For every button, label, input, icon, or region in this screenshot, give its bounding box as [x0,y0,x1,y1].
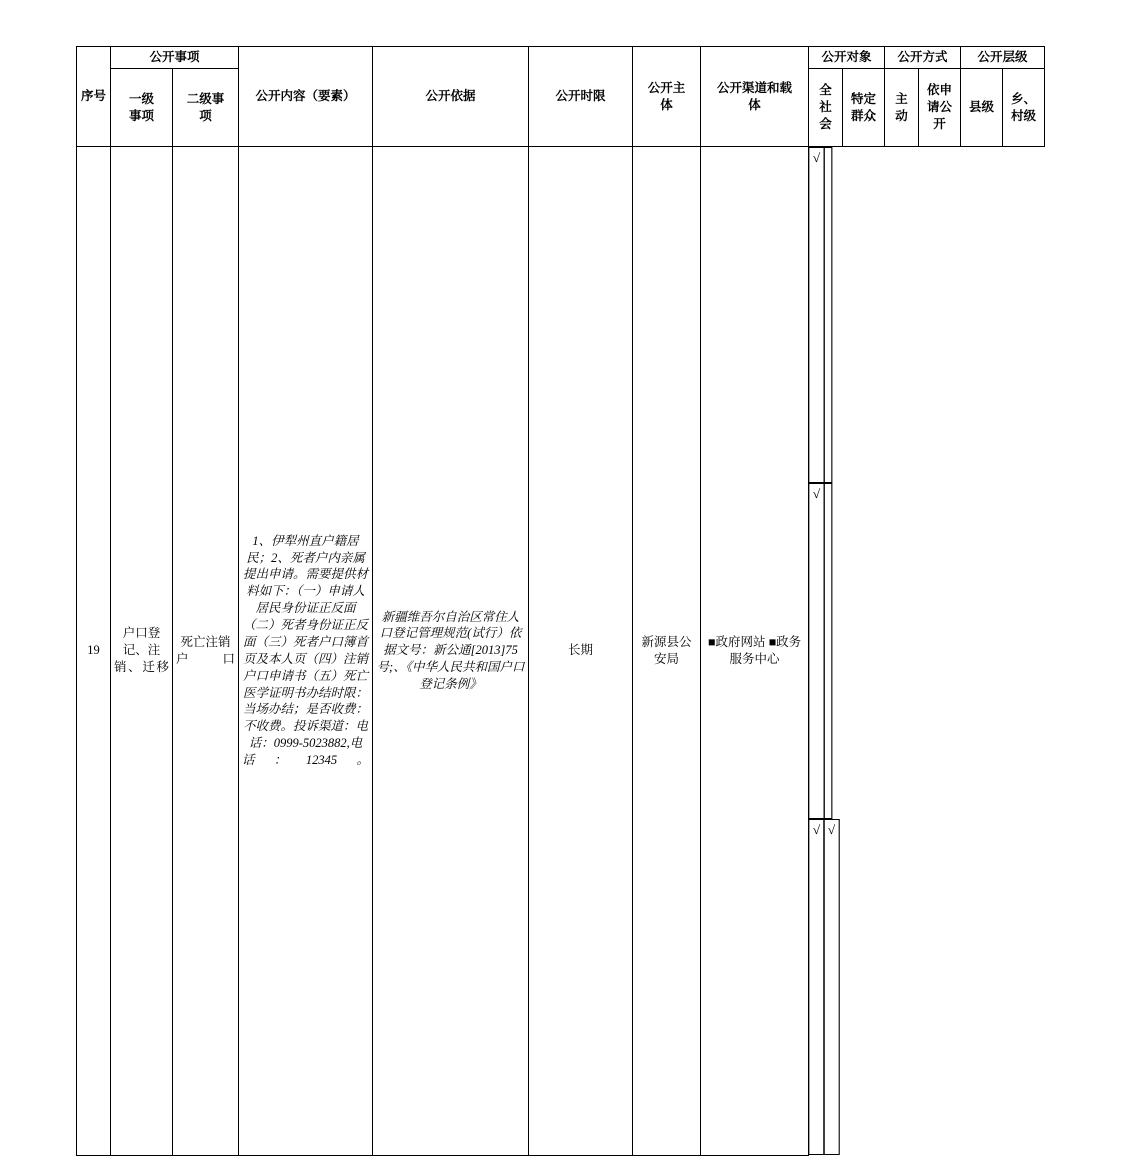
header-level-township-line2: 村级 [1011,108,1037,123]
header-group-disclosure-items: 公开事项 [111,47,239,69]
header-subject-line2: 体 [660,97,673,112]
header-method-on-request-line3: 开 [933,116,946,131]
header-audience-all-society [809,69,843,147]
header-group-row [77,47,1045,69]
header-level2-item [173,69,239,147]
header-level-county: 县级 [961,69,1003,147]
header-method-on-request-line2: 请公 [927,100,953,115]
header-basis: 公开依据 [373,47,529,147]
header-audience-all-society-line3: 会 [819,116,832,131]
header-seq: 序号 [77,47,111,147]
header-level2-item-line1: 二级事 [186,91,225,106]
cell-channel: ■政府网站 ■政务服务中心 [701,147,809,1156]
disclosure-table [76,46,1045,1156]
header-content: 公开内容（要素） [239,47,373,147]
header-method-on-request-line1: 依申 [927,83,953,98]
header-audience-specific-line1: 特定 [851,91,877,106]
header-level1-item-line1: 一级 [128,91,154,106]
cell-basis: 新疆维吾尔自治区常住人口登记管理规范(试行）依据文号：新公通[2013]75号;、《中华人民共和国户口登记条例》 [373,147,529,1156]
table-row [77,147,1045,1156]
cell-level-county: √ [808,819,824,1155]
cell-seq: 19 [77,147,111,1156]
header-level2-item-line2: 项 [199,108,212,123]
header-audience-all-society-line1: 全 [819,83,832,98]
header-method-on-request [919,69,961,147]
cell-content: 1、伊犁州直户籍居民；2、死者户内亲属提出申请。需要提供材料如下：（一）申请人居民身份证正反面（二）死者身份证正反面（三）死者户口簿首页及本人页（四）注销户口申请书（五）死亡医学证明书办结时限：当场办结；是否收费：不收费。投诉渠道：电话：0999-5023882,电话：12345。 [239,147,373,1156]
cell-method-active: √ [808,483,824,819]
header-level1-item-line2: 事项 [128,108,154,123]
header-audience-all-society-line2: 社 [819,100,832,115]
cell-level-township-village: √ [823,819,839,1155]
header-level1-item [111,69,173,147]
header-channel [701,47,809,147]
header-subject-line1: 公开主 [647,80,686,95]
cell-subject: 新源县公安局 [633,147,701,1156]
cell-audience-specific [823,147,832,483]
header-method-active [885,69,919,147]
cell-audience-all-society: √ [808,147,824,483]
cell-method-on-request [823,483,832,819]
header-level-township-village [1003,69,1045,147]
header-method-active-line1: 主 [895,91,908,106]
cell-level1-item: 户口登记、注销、迁移 [111,147,173,1156]
header-audience-specific-line2: 群众 [851,108,877,123]
header-subject [633,47,701,147]
header-level-township-line1: 乡、 [1011,91,1037,106]
header-audience-specific [843,69,885,147]
cell-level2-item: 死亡注销户口 [173,147,239,1156]
header-channel-line2: 体 [748,97,761,112]
header-channel-line1: 公开渠道和载 [717,80,793,95]
header-method-active-line2: 动 [895,108,908,123]
header-group-level: 公开层级 [961,47,1045,69]
header-group-method: 公开方式 [885,47,961,69]
header-time-limit: 公开时限 [529,47,633,147]
cell-time-limit: 长期 [529,147,633,1156]
header-group-audience: 公开对象 [809,47,885,69]
